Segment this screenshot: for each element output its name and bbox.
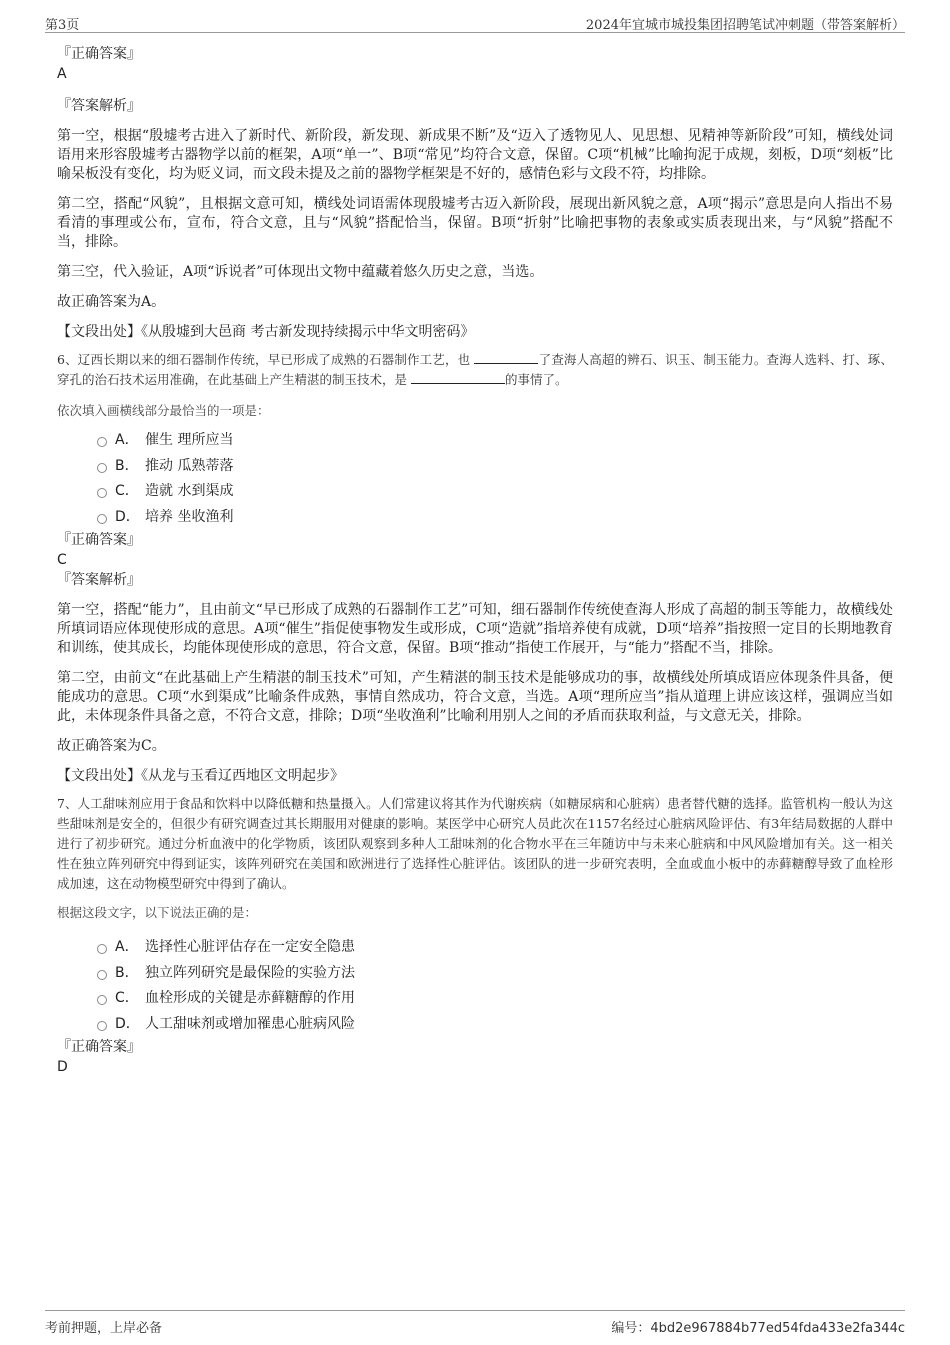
option-text: 培养 坐收渔利 xyxy=(145,508,234,525)
question-7-options xyxy=(97,935,893,1037)
option-d[interactable] xyxy=(97,1012,893,1038)
radio-button[interactable] xyxy=(97,514,107,524)
answer-value: C xyxy=(57,552,67,568)
document-title: 2024年宜城市城投集团招聘笔试冲刺题（带答案解析） xyxy=(585,18,905,33)
analysis-paragraph: 第一空，根据“殷墟考古进入了新时代、新阶段，新发现、新成果不断”及“迈入了透物见人、见思想、见精神等新阶段”可知，横线处词语用来形容殷墟考古器物学以前的框架，A项“单一”、B项“常见”均符合文意，保留。C项“机械”比喻拘泥于成规，刻板，D项“刻板”比喻呆板没有变化，均为贬义词，而文段未提及之前的器物学框架是不好的，感情色彩与文段不符，均排除。 xyxy=(57,128,893,182)
fill-blank-1 xyxy=(474,351,538,364)
option-text: 催生 理所应当 xyxy=(145,432,234,448)
option-a[interactable] xyxy=(97,935,893,961)
option-letter: C． xyxy=(115,990,139,1006)
source-citation: 【文段出处】《从殷墟到大邑商 考古新发现持续揭示中华文明密码》 xyxy=(57,324,475,340)
option-b[interactable] xyxy=(97,454,893,480)
analysis-conclusion: 故正确答案为C。 xyxy=(57,738,166,754)
option-a[interactable] xyxy=(97,428,893,454)
option-text: 选择性心脏评估存在一定安全隐患 xyxy=(145,939,355,955)
answer-label: 『正确答案』 xyxy=(57,46,141,62)
option-letter: B． xyxy=(115,457,139,474)
radio-button[interactable] xyxy=(97,995,107,1005)
document-body xyxy=(57,44,893,1077)
option-c[interactable] xyxy=(97,986,893,1012)
analysis-label: 『答案解析』 xyxy=(57,572,141,588)
option-letter: A． xyxy=(115,939,139,955)
answer-value: A xyxy=(57,66,67,82)
footer-slogan: 考前押题，上岸必备 xyxy=(45,1321,163,1336)
question-6-options xyxy=(97,428,893,530)
answer-label: 『正确答案』 xyxy=(57,532,141,548)
option-c[interactable] xyxy=(97,479,893,505)
radio-button[interactable] xyxy=(97,1021,107,1031)
code-value: 4bd2e967884b77ed54fda433e2fa344c xyxy=(650,1321,905,1336)
code-label: 编号： xyxy=(611,1321,651,1336)
fill-blank-2 xyxy=(411,371,505,384)
answer-value: D xyxy=(57,1059,68,1075)
analysis-paragraph: 第二空，搭配“风貌”，且根据文意可知，横线处词语需体现殷墟考古迈入新阶段，展现出新风貌之意，A项“揭示”意思是向人指出不易看清的事理或公布，宣布，符合文意，且与“风貌”搭配恰当，保留。B项“折射”比喻把事物的表象或实质表现出来，与“风貌”搭配不当，排除。 xyxy=(57,196,893,250)
radio-button[interactable] xyxy=(97,944,107,954)
radio-button[interactable] xyxy=(97,463,107,473)
option-letter: D． xyxy=(115,508,140,525)
radio-button[interactable] xyxy=(97,437,107,447)
option-text: 造就 水到渠成 xyxy=(145,483,234,499)
option-text: 血栓形成的关键是赤藓糖醇的作用 xyxy=(145,990,355,1006)
analysis-paragraph: 第二空，由前文“在此基础上产生精湛的制玉技术”可知，产生精湛的制玉技术是能够成功的事，故横线处所填成语应体现条件具备，便能成功的意思。C项“水到渠成”比喻条件成熟，事情自然成功，符合文意，当选。A项“理所应当”指从道理上讲应该这样，强调应当如此，未体现条件具备之意，不符合文意，排除；D项“坐收渔利”比喻利用别人之间的矛盾而获取利益，与文意无关，排除。 xyxy=(57,670,893,724)
option-text: 推动 瓜熟蒂落 xyxy=(145,457,234,474)
page-header xyxy=(45,12,905,33)
radio-button[interactable] xyxy=(97,488,107,498)
answer-label: 『正确答案』 xyxy=(57,1039,141,1055)
analysis-paragraph: 第一空，搭配“能力”，且由前文“早已形成了成熟的石器制作工艺”可知，细石器制作传统使查海人形成了高超的制玉等能力，故横线处所填词语应体现使形成的意思。A项“催生”指促使事物发生或形成，C项“造就”指培养使有成就，D项“培养”指按照一定目的长期地教育和训练，使其成长，均能体现使形成的意思，符合文意，保留。B项“推动”指使工作展开，与“能力”搭配不当，排除。 xyxy=(57,602,893,656)
question-6-prompt: 依次填入画横线部分最恰当的一项是： xyxy=(57,403,270,418)
analysis-conclusion: 故正确答案为A。 xyxy=(57,294,166,310)
option-b[interactable] xyxy=(97,961,893,987)
page-number: 第3页 xyxy=(45,18,80,33)
question-7-prompt: 根据这段文字，以下说法正确的是： xyxy=(57,905,258,920)
document-code xyxy=(611,1317,905,1336)
radio-button[interactable] xyxy=(97,970,107,980)
option-text: 人工甜味剂或增加罹患心脏病风险 xyxy=(145,1015,355,1032)
option-letter: B． xyxy=(115,964,139,981)
option-d[interactable] xyxy=(97,505,893,531)
source-citation: 【文段出处】《从龙与玉看辽西地区文明起步》 xyxy=(57,768,344,784)
analysis-label: 『答案解析』 xyxy=(57,98,141,114)
question-7-text: 7、人工甜味剂应用于食品和饮料中以降低糖和热量摄入。人们常建议将其作为代谢疾病（如糖尿病和心脏病）患者替代糖的选择。监管机构一般认为这些甜味剂是安全的，但很少有研究调查过其长期服用对健康的影响。某医学中心研究人员此次在1157名经过心脏病风险评估、有3年结局数据的人群中进行了初步研究。通过分析血液中的化学物质，该团队观察到多种人工甜味剂的化合物水平在三年随访中与未来心脏病和中风风险增加有关。这一相关性在独立阵列研究中得到证实，该阵列研究在美国和欧洲进行了选择性心脏评估。该团队的进一步研究表明，全血或血小板中的赤藓糖醇导致了血栓形成加速，这在动物模型研究中得到了确认。 xyxy=(57,796,893,891)
page-footer xyxy=(45,1310,905,1337)
option-text: 独立阵列研究是最保险的实验方法 xyxy=(145,964,355,981)
option-letter: A． xyxy=(115,432,139,448)
option-letter: C． xyxy=(115,483,139,499)
analysis-paragraph: 第三空，代入验证，A项“诉说者”可体现出文物中蕴藏着悠久历史之意，当选。 xyxy=(57,264,544,280)
option-letter: D． xyxy=(115,1015,140,1032)
question-6-text: 6、辽西长期以来的细石器制作传统，早已形成了成熟的石器制作工艺，也 了查海人高超的辨石、识玉、制玉能力。查海人选料、打、琢、穿孔的治石技术运用准确，在此基础上产生精湛的制玉技术，是 的事情了。 xyxy=(57,352,893,387)
